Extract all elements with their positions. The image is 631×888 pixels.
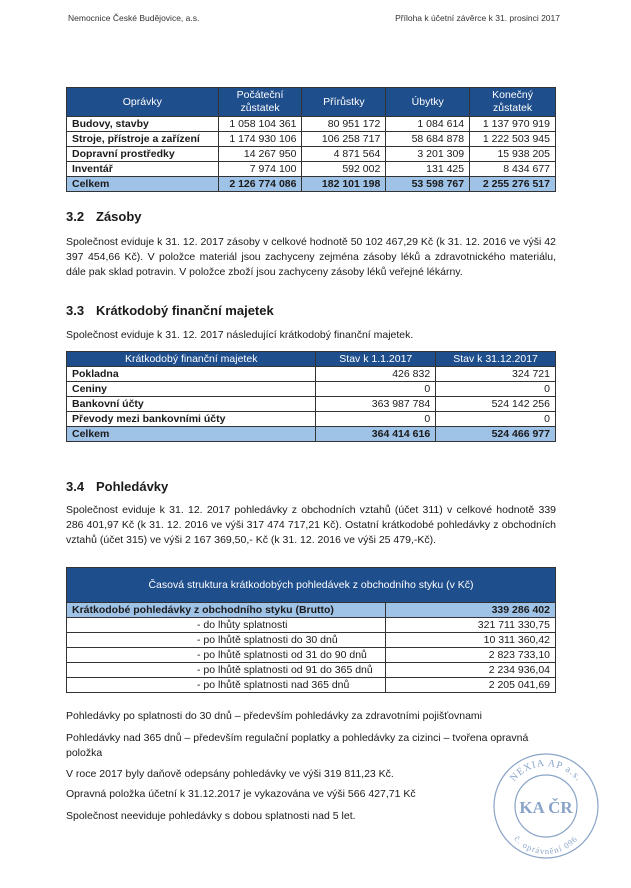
table-row: [67, 132, 556, 147]
section-paragraph: Společnost eviduje k 31. 12. 2017 pohledávky z obchodních vztahů (účet 311) v celkové hodnotě 339 286 401,97 Kč (k 31. 12. 2016 ve výši 317 474 717,21 Kč). Ostatní krátkodobé pohledávky z obchodních vztahů (účet 315) ve výši 2 167 369,50,- Kč (k 31. 12. 2016 ve výši 25 479,-Kč).: [66, 504, 556, 546]
cell-value: 80 951 172: [302, 117, 386, 132]
stamp-center-text: KA ČR: [519, 798, 573, 817]
cell-value: 1 174 930 106: [218, 132, 302, 147]
row-label: Budovy, stavby: [67, 117, 219, 132]
section-heading: [66, 479, 168, 494]
table-row: [67, 412, 556, 427]
table-total-row: [67, 427, 556, 442]
cell-value: 524 466 977: [436, 427, 556, 442]
cell-value: 182 101 198: [302, 177, 386, 192]
cell-value: 2 126 774 086: [218, 177, 302, 192]
cell-value: 1 137 970 919: [470, 117, 556, 132]
note-paragraph: Pohledávky po splatnosti do 30 dnů – především pohledávky za zdravotními pojišťovnami: [66, 710, 483, 722]
table-row: [67, 117, 556, 132]
section-number: 3.4: [66, 479, 85, 494]
row-label: - do lhůty splatnosti: [67, 618, 386, 633]
column-header: Stav k 1.1.2017: [316, 352, 436, 367]
cell-value: 58 684 878: [386, 132, 470, 147]
cell-value: 324 721: [436, 367, 556, 382]
section-heading: [66, 209, 142, 224]
row-label: Celkem: [67, 427, 316, 442]
row-label: - po lhůtě splatnosti do 30 dnů: [67, 633, 386, 648]
table-row: [67, 618, 556, 633]
cell-value: 426 832: [316, 367, 436, 382]
table-header-row: [67, 352, 556, 367]
table-title-row: [67, 568, 556, 603]
cell-value: 8 434 677: [470, 162, 556, 177]
row-label: Celkem: [67, 177, 219, 192]
section-paragraph: Společnost eviduje k 31. 12. 2017 následující krátkodobý finanční majetek.: [66, 329, 414, 341]
cell-value: 7 974 100: [218, 162, 302, 177]
cell-value: 0: [316, 412, 436, 427]
row-label: Stroje, přístroje a zařízení: [67, 132, 219, 147]
table-row: [67, 162, 556, 177]
cell-value: 2 234 936,04: [386, 663, 556, 678]
cell-value: 106 258 717: [302, 132, 386, 147]
cell-value: 53 598 767: [386, 177, 470, 192]
cell-value: 3 201 309: [386, 147, 470, 162]
section-heading: [66, 303, 274, 318]
section-paragraph: Společnost eviduje k 31. 12. 2017 zásoby v celkové hodnotě 50 102 467,29 Kč (k 31. 12. 2016 ve výši 42 397 454,66 Kč). V položce materiál jsou zachyceny zejména zásoby léků a zdravotnického materiálu, dále pak sklad potravin. V položce zboží jsou zachyceny zásoby léků veřejné lékárny.: [66, 236, 556, 278]
note-paragraph: V roce 2017 byly daňově odepsány pohledávky ve výši 319 811,23 Kč.: [66, 768, 394, 780]
cell-value: 321 711 330,75: [386, 618, 556, 633]
cell-value: 592 002: [302, 162, 386, 177]
row-label: Bankovní účty: [67, 397, 316, 412]
financial-assets-table: [66, 351, 556, 442]
table-row: [67, 147, 556, 162]
section-title: Krátkodobý finanční majetek: [96, 303, 274, 318]
section-title: Zásoby: [96, 209, 142, 224]
note-paragraph: Společnost neeviduje pohledávky s dobou splatnosti nad 5 let.: [66, 810, 356, 822]
cell-value: 2 205 041,69: [386, 678, 556, 693]
column-header: Oprávky: [67, 88, 219, 117]
table-row: [67, 648, 556, 663]
table-row: [67, 633, 556, 648]
column-header: Počáteční zůstatek: [218, 88, 302, 117]
column-header: Přírůstky: [302, 88, 386, 117]
table-row: [67, 367, 556, 382]
cell-value: 364 414 616: [316, 427, 436, 442]
table-row: [67, 678, 556, 693]
cell-value: 0: [436, 382, 556, 397]
cell-value: 131 425: [386, 162, 470, 177]
row-label: Převody mezi bankovními účty: [67, 412, 316, 427]
table-subtotal-row: [67, 603, 556, 618]
section-title: Pohledávky: [96, 479, 169, 494]
cell-value: 0: [436, 412, 556, 427]
row-label: - po lhůtě splatnosti od 31 do 90 dnů: [67, 648, 386, 663]
cell-value: 10 311 360,42: [386, 633, 556, 648]
receivables-structure-table: [66, 567, 556, 693]
cell-value: 0: [316, 382, 436, 397]
cell-value: 14 267 950: [218, 147, 302, 162]
table-total-row: [67, 177, 556, 192]
note-paragraph: Pohledávky nad 365 dnů – především regulační poplatky a pohledávky za cizinci – tvořena opravná položka: [66, 732, 529, 759]
header-document-title: Příloha k účetní závěrce k 31. prosinci 2017: [395, 13, 560, 23]
row-label: Dopravní prostředky: [67, 147, 219, 162]
column-header: Krátkodobý finanční majetek: [67, 352, 316, 367]
cell-value: 363 987 784: [316, 397, 436, 412]
table-row: [67, 382, 556, 397]
cell-value: 1 084 614: [386, 117, 470, 132]
row-label: Pokladna: [67, 367, 316, 382]
table-row: [67, 663, 556, 678]
cell-value: 339 286 402: [386, 603, 556, 618]
auditor-stamp: [492, 752, 600, 860]
cell-value: 4 871 564: [302, 147, 386, 162]
section-number: 3.2: [66, 209, 85, 224]
row-label: Ceniny: [67, 382, 316, 397]
row-label: - po lhůtě splatnosti od 91 do 365 dnů: [67, 663, 386, 678]
column-header: Úbytky: [386, 88, 470, 117]
depreciation-table: [66, 87, 556, 192]
column-header: Konečný zůstatek: [470, 88, 556, 117]
row-label: Krátkodobé pohledávky z obchodního styku (Brutto): [67, 603, 386, 618]
header-company: Nemocnice České Budějovice, a.s.: [68, 13, 200, 23]
note-paragraph: Opravná položka účetní k 31.12.2017 je vykazována ve výši 566 427,71 Kč: [66, 788, 416, 800]
column-header: Stav k 31.12.2017: [436, 352, 556, 367]
cell-value: 524 142 256: [436, 397, 556, 412]
stamp-bottom-text: č. oprávnění 096: [512, 833, 580, 857]
cell-value: 2 255 276 517: [470, 177, 556, 192]
cell-value: 2 823 733,10: [386, 648, 556, 663]
table-title: Časová struktura krátkodobých pohledávek z obchodního styku (v Kč): [67, 568, 556, 603]
stamp-top-text: NEXIA AP a.s.: [508, 757, 585, 784]
table-header-row: [67, 88, 556, 117]
cell-value: 1 222 503 945: [470, 132, 556, 147]
row-label: - po lhůtě splatnosti nad 365 dnů: [67, 678, 386, 693]
table-row: [67, 397, 556, 412]
cell-value: 1 058 104 361: [218, 117, 302, 132]
row-label: Inventář: [67, 162, 219, 177]
section-number: 3.3: [66, 303, 85, 318]
cell-value: 15 938 205: [470, 147, 556, 162]
